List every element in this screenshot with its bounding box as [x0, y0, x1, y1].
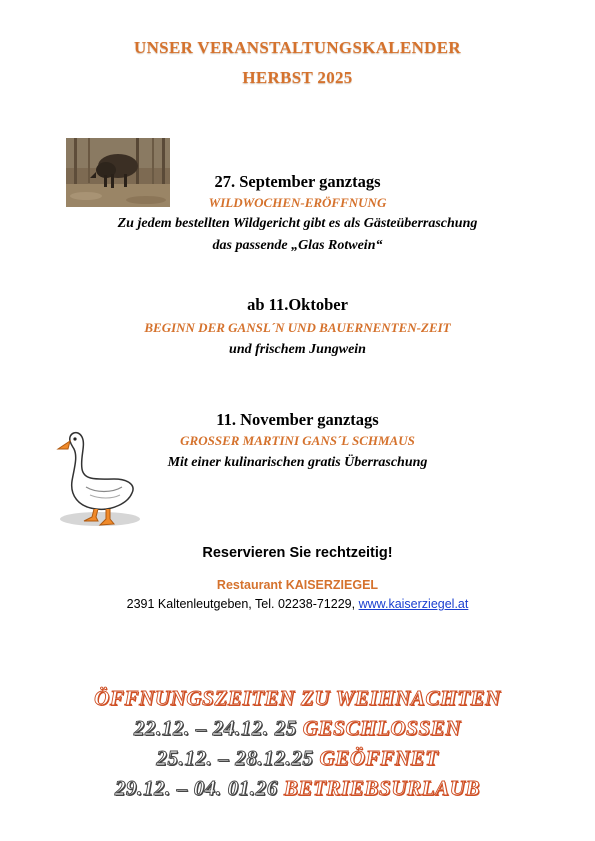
christmas-row-3-status: BETRIEBSURLAUB [283, 776, 481, 800]
event-2-title: BEGINN DER GANSL´N UND BAUERNENTEN-ZEIT [144, 320, 451, 335]
restaurant-address: 2391 Kaltenleutgeben, Tel. 02238-71229, [126, 597, 356, 611]
calendar-subtitle: HERBST 2025 [242, 68, 353, 87]
event-1-title: WILDWOCHEN-ERÖFFNUNG [208, 195, 387, 210]
christmas-row-1 [0, 716, 595, 741]
christmas-row-2-status: GEÖFFNET [319, 746, 439, 770]
event-3-description: Mit einer kulinarischen gratis Überraschung [167, 455, 428, 470]
event-1-description-2: das passende „Glas Rotwein“ [212, 238, 383, 253]
christmas-row-1-status: GESCHLOSSEN [302, 716, 462, 740]
event-3-date: 11. November ganztags [216, 410, 379, 429]
christmas-heading: ÖFFNUNGSZEITEN ZU WEIHNACHTEN [94, 686, 501, 710]
event-2-date: ab 11.Oktober [247, 295, 348, 314]
christmas-row-2-dates: 25.12. – 28.12.25 [156, 746, 314, 770]
event-1-date: 27. September ganztags [214, 172, 381, 191]
restaurant-address-line [0, 597, 595, 611]
event-2-description: und frischem Jungwein [229, 342, 366, 357]
event-1-description: Zu jedem bestellten Wildgericht gibt es als Gästeüberraschung [117, 216, 478, 231]
event-3-title: GROSSER MARTINI GANS´L SCHMAUS [180, 433, 415, 448]
christmas-row-2 [0, 746, 595, 771]
restaurant-name: Restaurant KAISERZIEGEL [216, 578, 379, 592]
website-link[interactable]: www.kaiserziegel.at [358, 597, 469, 611]
christmas-row-3 [0, 776, 595, 801]
christmas-row-3-dates: 29.12. – 04. 01.26 [114, 776, 278, 800]
calendar-title: UNSER VERANSTALTUNGSKALENDER [134, 38, 461, 57]
christmas-row-1-dates: 22.12. – 24.12. 25 [133, 716, 297, 740]
reservation-notice: Reservieren Sie rechtzeitig! [202, 545, 393, 561]
